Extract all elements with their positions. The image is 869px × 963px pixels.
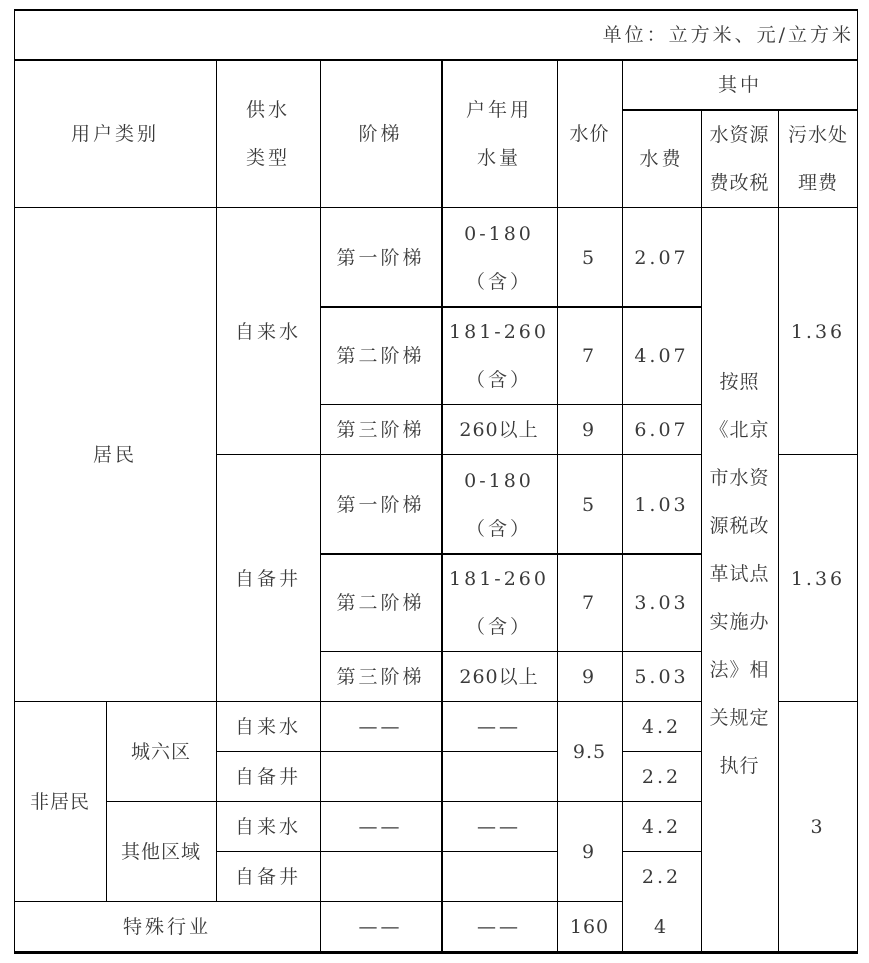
- price-cell: 9: [581, 419, 598, 441]
- header-tier: 阶梯: [358, 123, 403, 145]
- price-cell: 9: [581, 841, 598, 863]
- tier-cell: ——: [358, 816, 403, 838]
- usage-cell: 0-180 （含）: [464, 469, 534, 540]
- supply-cell: 自备井: [234, 766, 301, 788]
- sewage-fee-cell: 1.36: [790, 567, 846, 590]
- price-cell: 5: [581, 246, 598, 269]
- price-cell: 9: [581, 666, 598, 688]
- header-annual-usage: 户年用 水量: [465, 99, 532, 169]
- supply-cell: 自来水: [234, 816, 301, 838]
- usage-cell: ——: [477, 816, 521, 838]
- tier-cell: 第二阶梯: [336, 345, 425, 367]
- unit-note: 单位：立方米、元/立方米: [602, 24, 854, 46]
- sewage-fee-cell: 3: [810, 816, 826, 838]
- tier-cell: 第一阶梯: [336, 246, 425, 269]
- non-residential-label: 非居民: [29, 791, 90, 813]
- tier-cell: 第二阶梯: [336, 592, 425, 614]
- tier-cell: ——: [358, 716, 403, 738]
- tier-cell: 第一阶梯: [336, 493, 425, 516]
- water-fee-cell: 5.03: [634, 666, 689, 688]
- resource-tax-note: 按照 《北京 市水资 源税改 革试点 实施办 法》相 关规定 执行: [709, 371, 770, 777]
- price-cell: 5: [581, 493, 598, 516]
- water-fee-cell: 6.07: [634, 419, 689, 441]
- sewage-fee-cell: 1.36: [790, 320, 846, 343]
- tier-cell: 第三阶梯: [336, 666, 425, 688]
- tier-cell: ——: [358, 916, 403, 938]
- price-cell: 160: [569, 916, 610, 938]
- other-region-label: 其他区域: [120, 841, 201, 863]
- header-of-which: 其中: [717, 74, 762, 96]
- usage-cell: 260以上: [459, 419, 539, 441]
- header-water-price: 水价: [569, 123, 610, 145]
- price-cell: 9.5: [572, 741, 607, 763]
- residential-tap-label: 自来水: [234, 320, 301, 343]
- price-cell: 7: [581, 345, 598, 367]
- water-fee-cell: 4.2: [641, 816, 682, 838]
- water-fee-cell: 2.2: [641, 766, 682, 788]
- residential-well-label: 自备井: [234, 567, 301, 590]
- header-supply-type: 供水 类型: [245, 99, 290, 169]
- header-water-fee: 水费: [639, 148, 684, 170]
- usage-cell: 181-260 （含）: [449, 321, 549, 391]
- price-cell: 7: [581, 592, 598, 614]
- usage-cell: 260以上: [459, 666, 539, 688]
- header-resource-tax: 水资源 费改税: [709, 124, 770, 194]
- water-fee-cell: 2.07: [634, 246, 689, 269]
- usage-cell: ——: [477, 716, 521, 738]
- water-fee-cell: 4: [653, 916, 670, 938]
- usage-cell: ——: [477, 916, 521, 938]
- usage-cell: 181-260 （含）: [449, 568, 549, 638]
- header-user-category: 用户类别: [70, 123, 159, 145]
- supply-cell: 自备井: [234, 866, 301, 888]
- special-industry-label: 特殊行业: [122, 916, 211, 938]
- supply-cell: 自来水: [234, 716, 301, 738]
- water-fee-cell: 3.03: [634, 592, 689, 614]
- residential-label: 居民: [92, 444, 137, 466]
- usage-cell: 0-180 （含）: [464, 222, 534, 293]
- water-fee-cell: 4.2: [641, 716, 682, 738]
- water-fee-cell: 4.07: [634, 345, 689, 367]
- tier-cell: 第三阶梯: [336, 419, 425, 441]
- water-fee-cell: 2.2: [641, 866, 682, 888]
- header-sewage-fee: 污水处 理费: [787, 124, 848, 194]
- city-six-label: 城六区: [130, 741, 191, 763]
- water-fee-cell: 1.03: [634, 493, 689, 516]
